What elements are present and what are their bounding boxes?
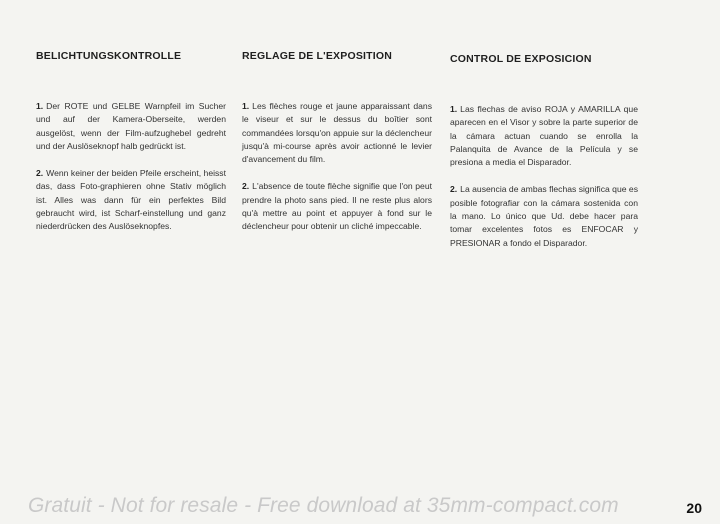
section-heading-french: REGLAGE DE L'EXPOSITION [242,50,393,62]
column-german [36,50,226,248]
paragraph-french-2 [242,180,432,233]
paragraph-spanish-2 [450,183,638,249]
paragraph-number: 2. [450,184,458,195]
paragraph-text: Les flèches rouge et jaune apparaissant dans le viseur et sur le dessus du boîtier sont commandées lorsqu'on appuie sur la déclencheur jusqu'à mi-course après avoir actionné le levier d'avancement du film. [242,101,432,165]
watermark-text: Gratuit - Not for resale - Free download at 35mm-compact.com [28,494,619,517]
paragraph-text: Las flechas de aviso ROJA y AMARILLA que aparecen en el Visor y sobre la parte superior de la cámara actuan cuando se enrolla la Palanquita de Avance de la Película y se presiona a media el Disparador. [450,104,638,168]
paragraph-german-1 [36,100,226,153]
page-number: 20 [686,500,702,516]
paragraph-number: 1. [36,101,44,111]
paragraph-french-1 [242,100,432,166]
paragraph-text: La ausencia de ambas flechas significa que es posible fotografiar con la cámara sostenida con la mano. Lo único que Ud. debe hacer para tomar excelentes fotos es ENFOCAR y PRESIONAR a fondo el Disparador. [450,184,638,248]
paragraph-spanish-1 [450,103,638,169]
paragraph-text: Wenn keiner der beiden Pfeile erscheint, heisst das, dass Foto-graphieren ohne Stativ möglich ist. Alles was dann für ein perfektes Bild gebraucht wird, ist Scharf-einstellung und ganz niederdrücken des Auslöseknopfes. [36,168,226,232]
paragraph-german-2 [36,167,226,233]
paragraph-text: Der ROTE und GELBE Warnpfeil im Sucher und auf der Kamera-Oberseite, werden ausgelöst, wenn der Film-aufzughebel gedreht und der Auslöseknopf halb gedrückt ist. [36,101,226,151]
paragraph-number: 2. [36,168,44,179]
column-french [242,50,432,248]
paragraph-text: L'absence de toute flèche signifie que l'on peut prendre la photo sans pied. Il ne reste plus alors qu'à mettre au point et appuyer à fond sur le déclencheur pour obtenir un cliché impeccable. [242,181,432,232]
paragraph-number: 1. [242,101,250,111]
section-heading-spanish: CONTROL DE EXPOSICION [450,53,592,65]
column-spanish [450,50,638,264]
section-heading-german: BELICHTUNGSKONTROLLE [36,50,182,62]
paragraph-number: 1. [450,104,458,114]
paragraph-number: 2. [242,181,250,192]
